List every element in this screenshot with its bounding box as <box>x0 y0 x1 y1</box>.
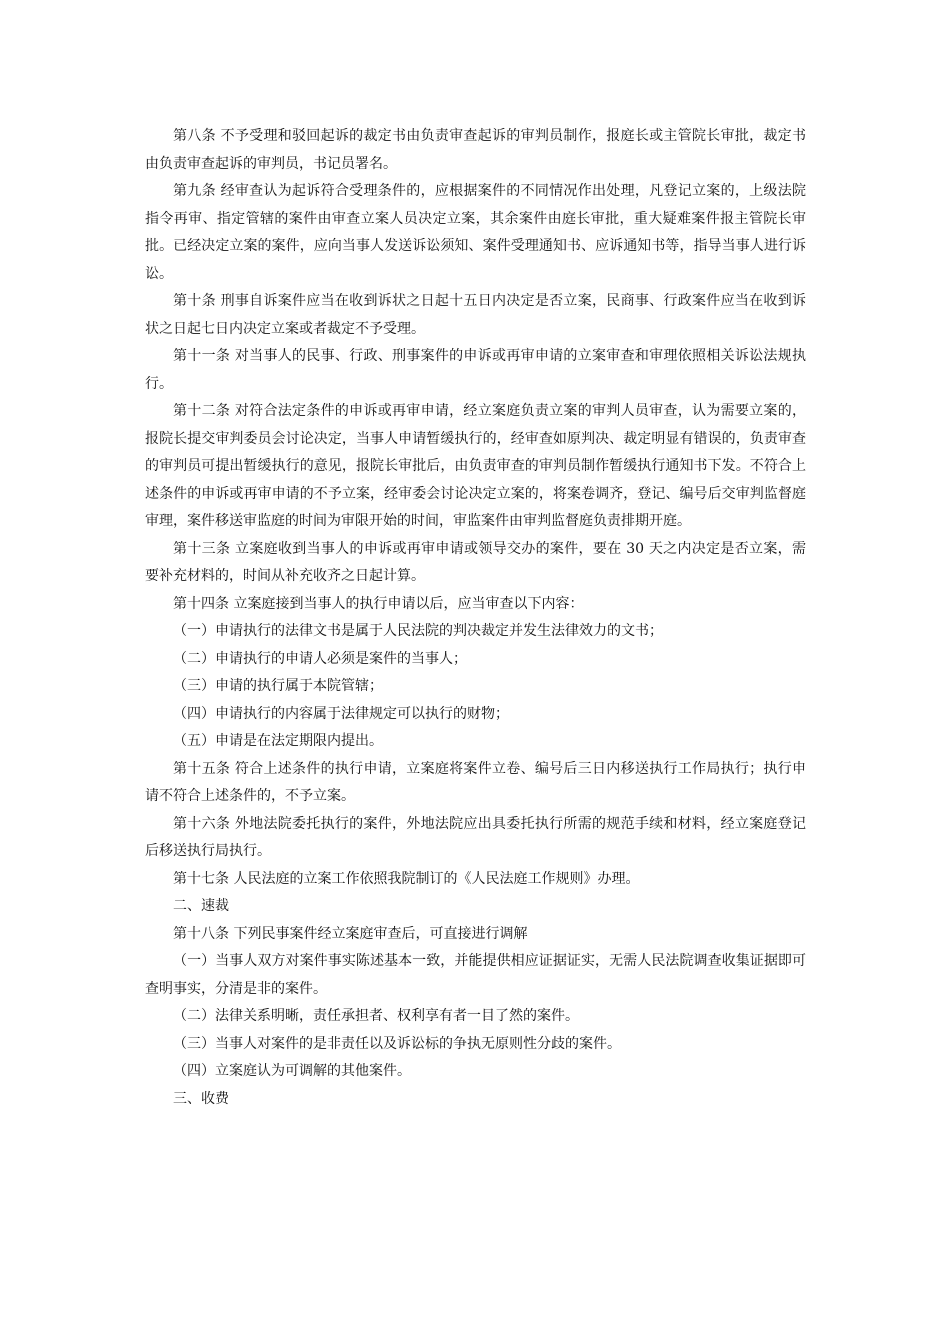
article-16: 第十六条 外地法院委托执行的案件，外地法院应出具委托执行所需的规范手续和材料，经立案庭登记后移送执行局执行。 <box>145 815 806 859</box>
article-8: 第八条 不予受理和驳回起诉的裁定书由负责审查起诉的审判员制作，报庭长或主管院长审批，裁定书由负责审查起诉的审判员，书记员署名。 <box>145 128 806 172</box>
article-11: 第十一条 对当事人的民事、行政、刑事案件的申诉或再审申请的立案审查和审理依照相关诉讼法规执行。 <box>145 348 806 392</box>
article-12: 第十二条 对符合法定条件的申诉或再审申请，经立案庭负责立案的审判人员审查，认为需要立案的，报院长提交审判委员会讨论决定，当事人申请暂缓执行的，经审查如原判决、裁定明显有错误的，负责审查的审判员可提出暂缓执行的意见，报院长审批后，由负责审查的审判员制作暂缓执行通知书下发。不符合上述条件的申诉或再审申请的不予立案，经审委会讨论决定立案的，将案卷调齐，登记、编号后交审判监督庭审理，案件移送审监庭的时间为审限开始的时间，审监案件由审判监督庭负责排期开庭。 <box>145 403 806 529</box>
section-heading: 三、收费 <box>173 1090 229 1107</box>
list-item: （三）当事人对案件的是非责任以及诉讼标的争执无原则性分歧的案件。 <box>173 1035 621 1052</box>
article-10: 第十条 刑事自诉案件应当在收到诉状之日起十五日内决定是否立案，民商事、行政案件应当在收到诉状之日起七日内决定立案或者裁定不予受理。 <box>145 293 806 337</box>
list-item: （四）立案庭认为可调解的其他案件。 <box>173 1063 411 1079</box>
article-15: 第十五条 符合上述条件的执行申请，立案庭将案件立卷、编号后三日内移送执行工作局执行；执行申请不符合上述条件的，不予立案。 <box>145 760 806 804</box>
list-item: （二）申请执行的申请人必须是案件的当事人； <box>173 650 467 667</box>
article-18: 第十八条 下列民事案件经立案庭审查后，可直接进行调解 <box>173 925 528 942</box>
article-13: 第十三条 立案庭收到当事人的申诉或再审申请或领导交办的案件，要在 30 天之内决定是否立案，需要补充材料的，时间从补充收齐之日起计算。 <box>145 540 806 584</box>
article-9: 第九条 经审查认为起诉符合受理条件的，应根据案件的不同情况作出处理，凡登记立案的，上级法院指令再审、指定管辖的案件由审查立案人员决定立案，其余案件由庭长审批，重大疑难案件报主管院长审批。已经决定立案的案件，应向当事人发送诉讼须知、案件受理通知书、应诉通知书等，指导当事人进行诉讼。 <box>145 183 806 282</box>
article-17: 第十七条 人民法庭的立案工作依照我院制订的《人民法庭工作规则》办理。 <box>173 870 640 887</box>
list-item: （一）申请执行的法律文书是属于人民法院的判决裁定并发生法律效力的文书； <box>173 623 663 639</box>
list-item: （三）申请的执行属于本院管辖； <box>173 678 383 694</box>
list-item: （一）当事人双方对案件事实陈述基本一致，并能提供相应证据证实，无需人民法院调查收集证据即可查明事实，分清是非的案件。 <box>145 953 806 997</box>
list-item: （五）申请是在法定期限内提出。 <box>173 733 383 749</box>
section-heading: 二、速裁 <box>173 898 229 914</box>
list-item: （四）申请执行的内容属于法律规定可以执行的财物； <box>173 705 509 722</box>
list-item: （二）法律关系明晰，责任承担者、权利享有者一目了然的案件。 <box>173 1008 579 1024</box>
document-page <box>145 123 806 1113</box>
article-14: 第十四条 立案庭接到当事人的执行申请以后，应当审查以下内容： <box>173 595 584 612</box>
